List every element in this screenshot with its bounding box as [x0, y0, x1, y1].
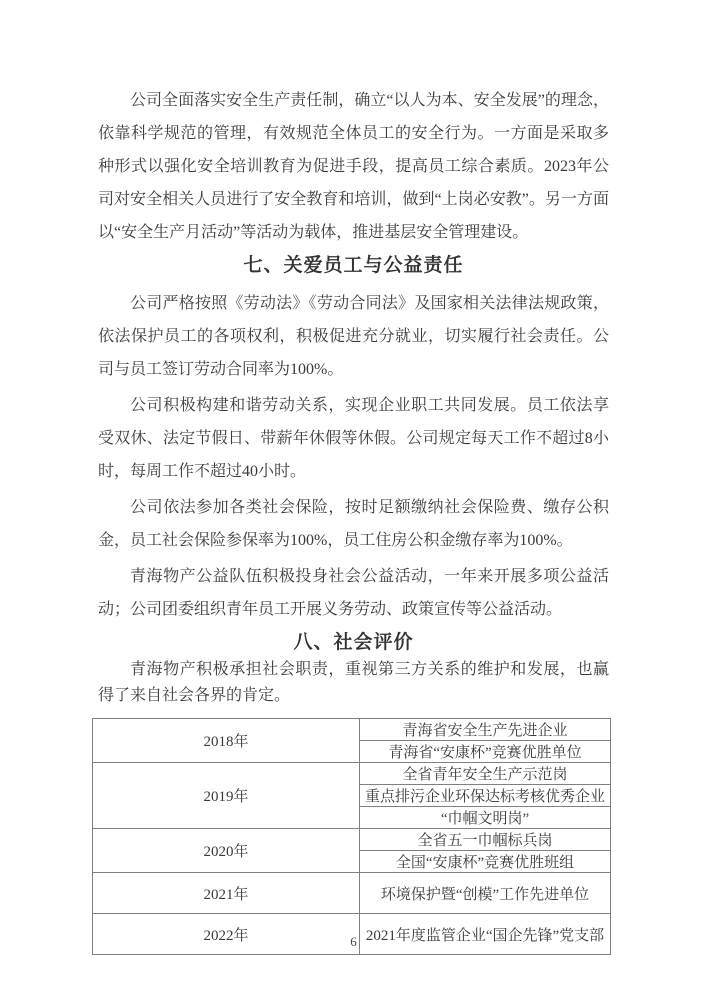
- table-row: [93, 763, 611, 785]
- year-cell: 2018年: [93, 719, 360, 763]
- paragraph-labor-law: 公司严格按照《劳动法》《劳动合同法》及国家相关法律法规政策，依法保护员工的各项权利，积极促进充分就业，切实履行社会责任。公司与员工签订劳动合同率为100%。: [98, 295, 609, 378]
- award-cell: 青海省安全生产先进企业: [360, 719, 611, 741]
- award-cell: “巾帼文明岗”: [360, 807, 611, 829]
- award-cell: 青海省“安康杯”竞赛优胜单位: [360, 741, 611, 763]
- award-cell: 2021年度监管企业“国企先锋”党支部: [360, 914, 611, 955]
- year-cell: 2021年: [93, 873, 360, 914]
- table-row: [93, 829, 611, 851]
- paragraph-labor-relations: 公司积极构建和谐劳动关系，实现企业职工共同发展。员工依法享受双休、法定节假日、带薪年休假等休假。公司规定每天工作不超过8小时，每周工作不超过40小时。: [98, 397, 609, 480]
- paragraph-safety-production: 公司全面落实安全生产责任制，确立“以人为本、安全发展”的理念，依靠科学规范的管理，有效规范全体员工的安全行为。一方面是采取多种形式以强化安全培训教育为促进手段，提高员工综合素质。2023年公司对安全相关人员进行了安全教育和培训，做到“上岗必安教”。另一方面以“安全生产月活动”等活动为载体，推进基层安全管理建设。: [98, 92, 609, 241]
- content-column: [98, 84, 609, 955]
- paragraph-public-welfare: 青海物产公益队伍积极投身社会公益活动，一年来开展多项公益活动；公司团委组织青年员工开展义务劳动、政策宣传等公益活动。: [98, 568, 609, 618]
- award-cell: 全省青年安全生产示范岗: [360, 763, 611, 785]
- table-row: [93, 719, 611, 741]
- paragraph-social-recognition: 青海物产积极承担社会职责，重视第三方关系的维护和发展，也赢得了来自社会各界的肯定。: [98, 661, 609, 704]
- paragraph-social-insurance: 公司依法参加各类社会保险，按时足额缴纳社会保险费、缴存公积金，员工社会保险参保率为100%，员工住房公积金缴存率为100%。: [98, 499, 609, 549]
- award-cell: 全国“安康杯”竞赛优胜班组: [360, 851, 611, 873]
- year-cell: 2020年: [93, 829, 360, 873]
- section-heading-employee-care: 七、关爱员工与公益责任: [243, 255, 464, 276]
- section-heading-social-evaluation: 八、社会评价: [293, 632, 414, 653]
- year-cell: 2022年: [93, 914, 360, 955]
- page-number: 6: [350, 934, 357, 949]
- social-evaluation-table: [92, 718, 611, 955]
- award-cell: 重点排污企业环保达标考核优秀企业: [360, 785, 611, 807]
- award-cell: 环境保护暨“创模”工作先进单位: [360, 873, 611, 914]
- year-cell: 2019年: [93, 763, 360, 829]
- table-row: [93, 873, 611, 914]
- award-cell: 全省五一巾帼标兵岗: [360, 829, 611, 851]
